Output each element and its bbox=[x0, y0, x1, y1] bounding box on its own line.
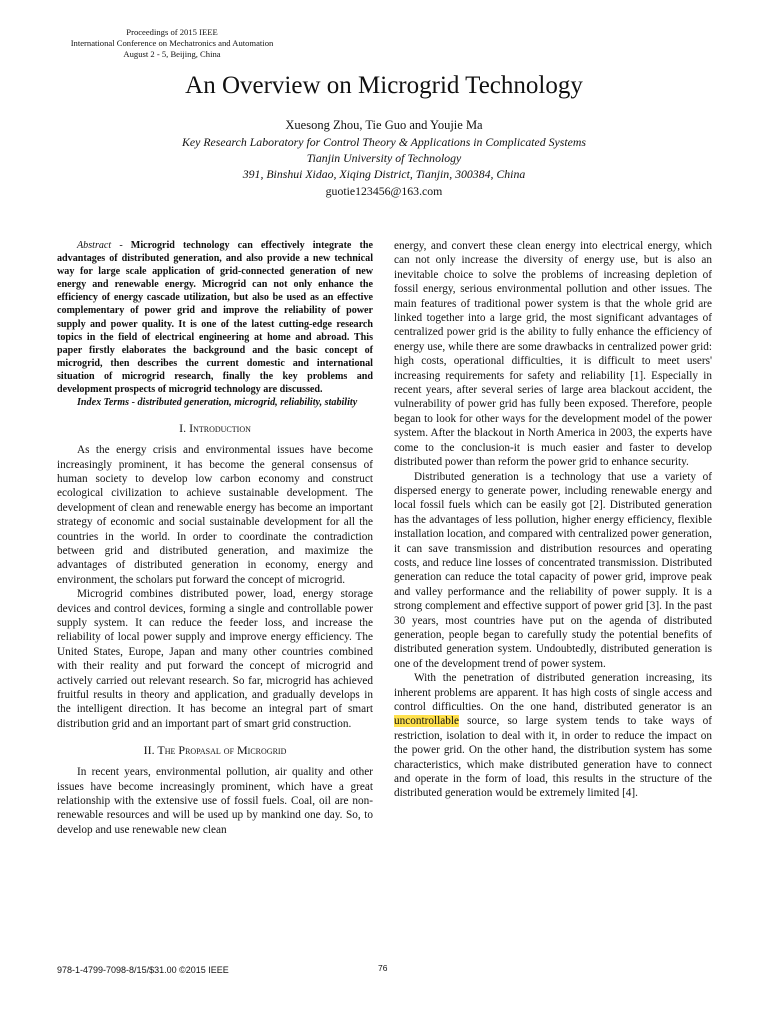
right-paragraph-1: energy, and convert these clean energy into electrical energy, which can not only increase the diversity of energy use, but is also an inevitable choice to solve the problems of increasing depletion of fossil energy, serious environmental pollution and other issues. The main features of traditional power system is that the whole grid are linked together into a large grid, the most significant advantages of centralized power grid is the ability to fully enhance the efficiency of energy use, while there are some drawbacks in centralized power grid: high costs, operational difficulties, it is difficult to meet users' increasing requirements for safety and reliability [1]. Especially in recent years, after several series of large area blackout accident, the vulnerability of power grid has fully been exposed. Therefore, people began to look for other ways for the development model of the power system. After the blackout in North America in 2003, the experts have come to the conclusion-it is much easier and faster to develop distributed power than reform the power grid to enhance security. bbox=[394, 240, 712, 469]
dates-place-line: August 2 - 5, Beijing, China bbox=[123, 49, 221, 59]
author-list: Xuesong Zhou, Tie Guo and Youjie Ma bbox=[285, 118, 483, 132]
abstract-label: Abstract - bbox=[77, 240, 131, 251]
right-paragraph-3-end: source, so large system tends to take ways of restriction, isolation to deal with it, in order to reduce the impact on the power grid. On the other hand, the distribution system has some characteristics, which make distributed generation have to connect and operate in the form of load, this results in the structure of the distributed generation would be extremely limited [4]. bbox=[394, 715, 712, 800]
author-email: guotie123456@163.com bbox=[325, 184, 443, 198]
right-paragraph-3-start: With the penetration of distributed generation increasing, its inherent problems are apparent. It has high costs of single access and control difficulties. On the one hand, distributed generator is an bbox=[394, 672, 712, 713]
right-paragraph-2: Distributed generation is a technology that use a variety of dispersed energy to generate power, including renewable energy and local fossil fuels which can be easily got [2]. Distributed generation has the advantages of less pollution, higher energy efficiency, flexible installation location, and compared with centralized power generation, it can save transmission and distribution resources and operating costs, and reduce line losses of concentrated transmission. Distributed generation can reduce the total capacity of power grid, improve peak and valley performance and the reliability of power supply. It is a strong complement and effective support of power grid [3]. In the past 30 years, most countries have put on the agenda of distributed generation, people began to carefully study the potential benefits of distributed generation system. Undoubtedly, distributed generation is one of the development trend of power system. bbox=[394, 470, 712, 670]
intro-paragraph-1: As the energy crisis and environmental issues have become increasingly prominent, it has become the general consensus of human society to develop low carbon economy and construct ecological civilization to achieve sustainable development. The development of clean and renewable energy has become an important strategy of economic and social sustainable development for all the countries in the world. In order to coordinate the contradiction between grid and distributed generation, and maximize the advantages of distributed generation in economy, energy and environment, the scholars put forward the concept of microgrid. bbox=[57, 444, 373, 586]
highlighted-word[interactable]: uncontrollable bbox=[394, 715, 459, 728]
right-column bbox=[394, 239, 712, 801]
affiliation-university: Tianjin University of Technology bbox=[306, 151, 462, 165]
copyright-notice: 978-1-4799-7098-8/15/$31.00 ©2015 IEEE bbox=[57, 965, 229, 975]
page-number: 76 bbox=[378, 963, 388, 973]
section-heading-proposal: II. The Propasal of Microgrid bbox=[143, 743, 287, 758]
abstract bbox=[57, 239, 373, 396]
paper-title: An Overview on Microgrid Technology bbox=[185, 72, 583, 99]
abstract-text: Microgrid technology can effectively integrate the advantages of distributed generation, and also provide a new technical way for large scale application of grid-connected generation of new energy and renewable energy. Microgrid can not only enhance the efficiency of energy cascade utilization, but also be used as an effective complementary of power grid and improve the reliability of power supply and power quality. It is one of the latest cutting-edge research topics in the field of electrical engineering at home and abroad. This paper firstly elaborates the background and the basic concept of microgrid, then describes the current domestic and international situation of microgrid research, finally the key problems and development prospects of microgrid technology are discussed. bbox=[57, 240, 373, 396]
conference-line: International Conference on Mechatronics and Automation bbox=[70, 38, 274, 48]
proceedings-header bbox=[52, 27, 292, 60]
index-terms: Index Terms - distributed generation, microgrid, reliability, stability bbox=[77, 397, 358, 409]
affiliation bbox=[0, 134, 768, 182]
proceedings-line: Proceedings of 2015 IEEE bbox=[126, 27, 218, 37]
affiliation-address: 391, Binshui Xidao, Xiqing District, Tianjin, 300384, China bbox=[242, 167, 526, 181]
affiliation-lab: Key Research Laboratory for Control Theory & Applications in Complicated Systems bbox=[182, 135, 586, 149]
section-heading-introduction: I. Introduction bbox=[179, 421, 251, 436]
right-paragraph-3 bbox=[394, 671, 712, 801]
intro-paragraph-2: Microgrid combines distributed power, load, energy storage devices and control devices, forming a single and controllable power supply system. It can reduce the feeder loss, and increase the reliability of local power supply and improve energy efficiency. The United States, Europe, Japan and many other countries combined with their reality and put forward the concept of microgrid and actively carried out relevant research. So far, microgrid has achieved fruitful results in theory and application, and gradually develops in the intelligent direction. It has become an integral part of smart distribution grid and an important part of smart grid construction. bbox=[57, 588, 373, 730]
proposal-paragraph-1: In recent years, environmental pollution, air quality and other issues have become increasingly prominent, which have a great relationship with the extensive use of fossil fuels. Coal, oil are non-renewable resources and will be used up by mankind one day. So, to develop and use renewable new clean bbox=[57, 766, 373, 836]
left-column bbox=[57, 239, 373, 837]
